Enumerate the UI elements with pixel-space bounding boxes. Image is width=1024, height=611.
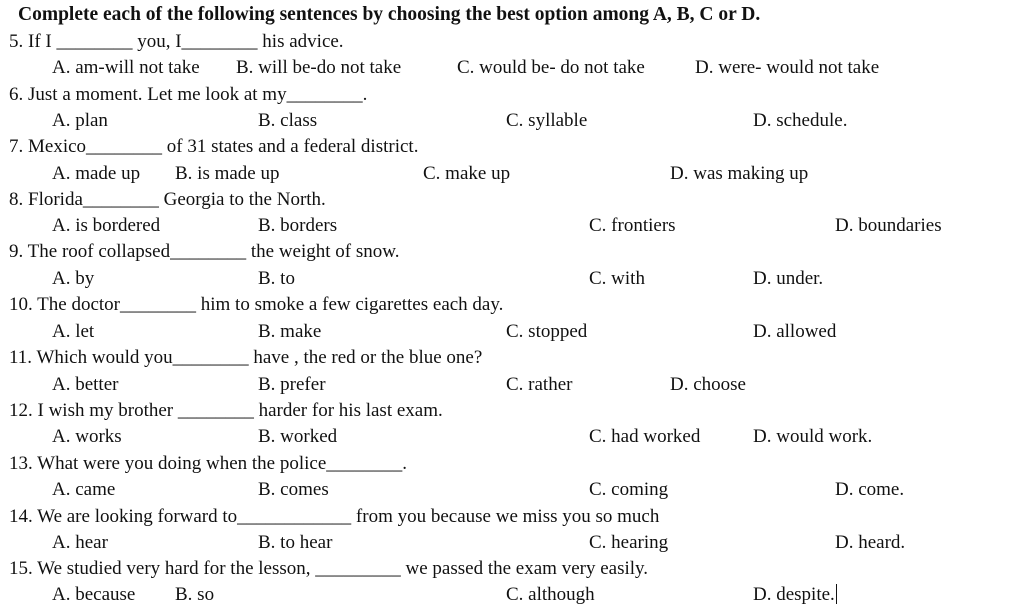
question-8-option-d: D. boundaries: [835, 215, 942, 236]
question-7-stem: 7. Mexico________ of 31 states and a federal district.: [9, 136, 419, 157]
question-14-stem: 14. We are looking forward to____________ from you because we miss you so much: [9, 506, 660, 527]
question-10-option-a: A. let: [52, 321, 95, 342]
question-9-stem: 9. The roof collapsed________ the weight of snow.: [9, 241, 400, 262]
question-15-option-b: B. so: [175, 584, 215, 605]
question-10-option-c: C. stopped: [506, 321, 588, 342]
instruction-heading: Complete each of the following sentences by choosing the best option among A, B, C or D.: [18, 4, 761, 25]
question-14-option-c: C. hearing: [589, 532, 669, 553]
question-7-option-a: A. made up: [52, 163, 141, 184]
question-8-option-c: C. frontiers: [589, 215, 676, 236]
question-12-option-a: A. works: [52, 426, 122, 447]
question-13-option-b: B. comes: [258, 479, 329, 500]
question-11-stem: 11. Which would you________ have , the red or the blue one?: [9, 347, 483, 368]
question-15-option-a: A. because: [52, 584, 136, 605]
question-11-option-b: B. prefer: [258, 374, 326, 395]
question-8-option-b: B. borders: [258, 215, 338, 236]
question-9-option-c: C. with: [589, 268, 645, 289]
question-13-stem: 13. What were you doing when the police________.: [9, 453, 408, 474]
question-6-option-c: C. syllable: [506, 110, 588, 131]
question-11-option-a: A. better: [52, 374, 119, 395]
question-5-option-a: A. am-will not take: [52, 57, 200, 78]
question-5-stem: 5. If I ________ you, I________ his advice.: [9, 31, 344, 52]
question-10-option-b: B. make: [258, 321, 322, 342]
question-14-option-d: D. heard.: [835, 532, 906, 553]
question-12-option-b: B. worked: [258, 426, 338, 447]
question-5-option-b: B. will be-do not take: [236, 57, 402, 78]
text-cursor: [836, 584, 837, 604]
question-5-option-d: D. were- would not take: [695, 57, 880, 78]
question-13-option-a: A. came: [52, 479, 116, 500]
question-8-option-a: A. is bordered: [52, 215, 161, 236]
question-10-option-d: D. allowed: [753, 321, 837, 342]
question-8-stem: 8. Florida________ Georgia to the North.: [9, 189, 326, 210]
question-13-option-c: C. coming: [589, 479, 669, 500]
question-9-option-a: A. by: [52, 268, 95, 289]
question-14-option-a: A. hear: [52, 532, 108, 553]
question-12-option-c: C. had worked: [589, 426, 701, 447]
question-6-option-a: A. plan: [52, 110, 108, 131]
question-7-option-c: C. make up: [423, 163, 511, 184]
question-14-option-b: B. to hear: [258, 532, 333, 553]
question-11-option-c: C. rather: [506, 374, 573, 395]
question-7-option-b: B. is made up: [175, 163, 280, 184]
question-12-stem: 12. I wish my brother ________ harder for his last exam.: [9, 400, 443, 421]
question-11-option-d: D. choose: [670, 374, 746, 395]
question-15-option-d[interactable]: [753, 583, 837, 607]
question-15-option-c: C. although: [506, 584, 595, 605]
question-7-option-d: D. was making up: [670, 163, 809, 184]
question-15-option-d-text: D. despite.: [753, 584, 835, 605]
question-6-option-b: B. class: [258, 110, 318, 131]
question-9-option-b: B. to: [258, 268, 295, 289]
question-15-stem: 15. We studied very hard for the lesson, _________ we passed the exam very easily.: [9, 558, 649, 579]
question-12-option-d: D. would work.: [753, 426, 873, 447]
question-6-stem: 6. Just a moment. Let me look at my________.: [9, 84, 368, 105]
question-10-stem: 10. The doctor________ him to smoke a few cigarettes each day.: [9, 294, 504, 315]
question-9-option-d: D. under.: [753, 268, 824, 289]
question-6-option-d: D. schedule.: [753, 110, 848, 131]
question-13-option-d: D. come.: [835, 479, 905, 500]
question-5-option-c: C. would be- do not take: [457, 57, 645, 78]
